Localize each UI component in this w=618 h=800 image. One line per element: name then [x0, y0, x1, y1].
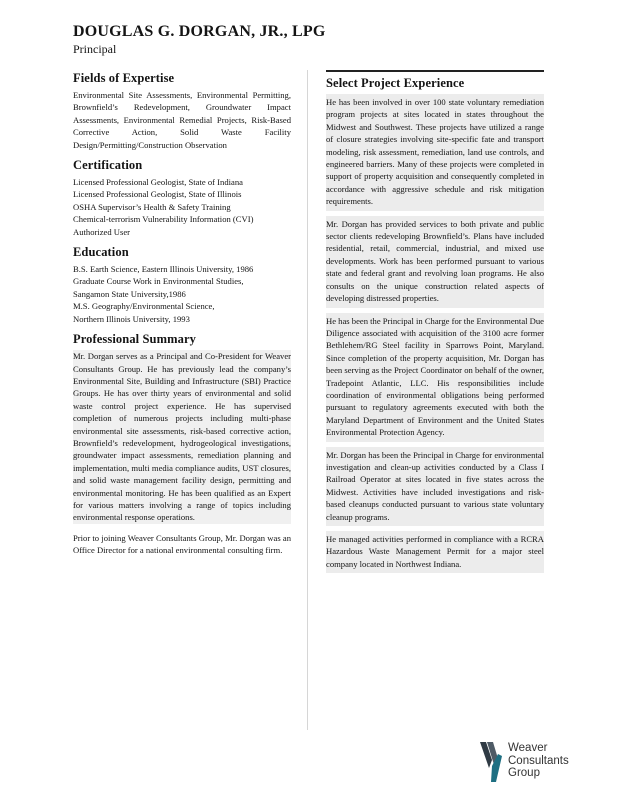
edu-item: B.S. Earth Science, Eastern Illinois University, 1986 — [73, 264, 254, 275]
weaver-logo-icon — [478, 742, 504, 782]
fields-of-expertise-section — [73, 70, 291, 151]
column-divider — [307, 70, 308, 730]
summary-heading: Professional Summary — [73, 332, 196, 347]
experience-paragraph: Mr. Dorgan has been the Principal in Charge for environmental investigation and clean-up activities conducted by a Class I Railroad Operator at sites located in five states across the Midwest. Activities have included investigations and risk-based cleanups conducted pursuant to various state voluntary cleanup programs. — [326, 447, 544, 526]
person-name: DOUGLAS G. DORGAN, JR., LPG — [73, 23, 326, 40]
cert-item: OSHA Supervisor’s Health & Safety Training — [73, 201, 231, 212]
header — [73, 22, 326, 57]
experience-paragraph: He has been involved in over 100 state voluntary remediation program projects at sites located in states throughout the Midwest and Southwest. These projects have utilized a range of closure strategies involving site-specific fate and transport modeling, risk assessment, remediation, land use controls, and engineered barriers. Many of these projects were completed in support of property acquisition and consequently completed in accordance with aggressive schedule and risk mitigation requirements. — [326, 94, 544, 211]
edu-item: Graduate Course Work in Environmental Studies, — [73, 276, 244, 287]
project-experience-heading: Select Project Experience — [326, 76, 465, 90]
experience-paragraph: Mr. Dorgan has provided services to both private and public sector clients redeveloping Brownfield’s. Plans have included residential, retail, commercial, industrial, and mixed use developments. Work has been performed pursuant to various state and federal grant and revolving loan programs. He also consults on the unique construction related aspects of developing distressed properties. — [326, 216, 544, 308]
fields-heading: Fields of Expertise — [73, 71, 175, 85]
professional-summary-section — [73, 331, 291, 557]
logo-line: Group — [508, 767, 540, 779]
left-column — [73, 70, 291, 563]
edu-item: Northern Illinois University, 1993 — [73, 313, 190, 324]
summary-paragraph: Mr. Dorgan serves as a Principal and Co-President for Weaver Consultants Group. He has previously lead the company’s Environmental Site, Building and Infrastructure (SBI) Practice Groups. He has over thirty years of environmental and solid waste control project experience. He has supervised completion of numerous projects including multi-phase environmental site assessments, risk-based corrective action, Brownfield’s redevelopment, hydrogeological investigations, groundwater impact assessments, remediation planning and implementation, multi media compliance audits, UST closures, and solid waste management facility design, permitting and environmental monitoring. He has been qualified as an Expert for various matters involving a range of topics including environmental response operations. — [73, 351, 291, 523]
edu-item: Sangamon State University,1986 — [73, 288, 186, 299]
certification-section — [73, 157, 291, 238]
experience-paragraph: He managed activities performed in compliance with a RCRA Hazardous Waste Management Permit for a major steel company located in Northwest Indiana. — [326, 531, 544, 573]
education-heading: Education — [73, 245, 129, 260]
education-section — [73, 244, 291, 325]
cert-item: Licensed Professional Geologist, State of Illinois — [73, 189, 242, 200]
experience-paragraph: He has been the Principal in Charge for the Environmental Due Diligence associated with acquisition of the 3100 acre former Bethlehem/RG Steel facility in Sparrows Point, Maryland. Since completion of the property acquisition, Mr. Dorgan has been serving as the Project Coordinator on behalf of the owner, Tradepoint Atlantic, LLC. His responsibilities include coordination of environmental obligations being performed pursuant to regulatory agreements executed with both the Maryland Department of Environment and the United States Environmental Protection Agency. — [326, 313, 544, 442]
edu-item: M.S. Geography/Environmental Science, — [73, 301, 215, 312]
certification-heading: Certification — [73, 158, 143, 173]
cert-item: Licensed Professional Geologist, State of Indiana — [73, 177, 243, 188]
cert-item: Chemical-terrorism Vulnerability Information (CVI) — [73, 214, 254, 225]
summary-paragraph: Prior to joining Weaver Consultants Group, Mr. Dorgan was an Office Director for a national environmental consulting firm. — [73, 532, 291, 556]
company-logo — [478, 742, 598, 784]
cert-item: Authorized User — [73, 226, 131, 237]
fields-text: Environmental Site Assessments, Environmental Permitting, Brownfield’s Redevelopment, Groundwater Impact Assessments, Environmental Remedial Projects, Risk-Based Corrective Action, Solid Waste Facility Design/Permitting/Construction Observation — [73, 90, 291, 150]
person-title: Principal — [73, 42, 117, 56]
logo-line: Weaver — [508, 742, 548, 754]
logo-line: Consultants — [508, 754, 569, 767]
logo-text — [508, 742, 569, 780]
right-column — [326, 70, 544, 578]
